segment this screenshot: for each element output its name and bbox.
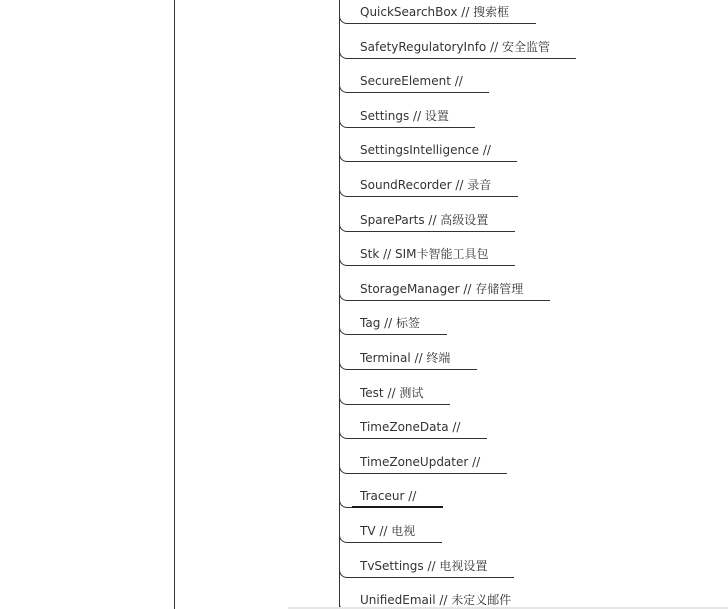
node-underline	[352, 473, 507, 474]
node-underline	[352, 58, 576, 59]
node-label: TimeZoneData //	[360, 420, 461, 435]
node-underline	[352, 161, 517, 162]
parent-connector-line	[174, 0, 175, 609]
node-label: TvSettings // 电视设置	[360, 558, 488, 573]
node-label: SettingsIntelligence //	[360, 143, 491, 158]
node-label: UnifiedEmail // 未定义邮件	[360, 593, 512, 608]
node-connector	[339, 327, 353, 335]
node-underline	[352, 369, 477, 370]
node-underline	[352, 300, 550, 301]
node-connector	[339, 154, 353, 162]
node-underline	[352, 577, 514, 578]
mindmap-node-stk[interactable]	[339, 242, 515, 266]
mindmap-node-timezoneupdater[interactable]	[339, 450, 507, 474]
node-connector	[339, 431, 353, 439]
mindmap-node-settings[interactable]	[339, 104, 475, 128]
mindmap-node-quicksearchbox[interactable]	[339, 0, 536, 24]
node-connector	[339, 16, 353, 24]
node-connector	[339, 51, 353, 59]
node-underline	[352, 404, 450, 405]
node-connector	[339, 189, 353, 197]
node-label: Stk // SIM卡智能工具包	[360, 247, 489, 262]
mindmap-node-timezonedata[interactable]	[339, 415, 487, 439]
node-connector	[339, 224, 353, 232]
node-label: QuickSearchBox // 搜索框	[360, 5, 510, 19]
mindmap-node-tv[interactable]	[339, 519, 442, 543]
node-label: Test // 测试	[360, 385, 424, 400]
node-connector	[339, 466, 353, 474]
mindmap-node-storagemanager[interactable]	[339, 277, 550, 301]
node-underline	[352, 265, 515, 266]
node-connector	[339, 258, 353, 266]
mindmap-node-tvsettings[interactable]	[339, 554, 514, 578]
mindmap-node-terminal[interactable]	[339, 346, 477, 370]
mindmap-node-soundrecorder[interactable]	[339, 173, 518, 197]
node-underline	[352, 23, 536, 24]
node-label: Traceur //	[360, 489, 417, 504]
node-connector	[339, 120, 353, 128]
mindmap-node-unifiedemail[interactable]	[339, 588, 538, 609]
node-underline	[352, 334, 447, 335]
node-label: Terminal // 终端	[360, 351, 451, 365]
mindmap-node-secureelement[interactable]	[339, 69, 489, 93]
mindmap-node-test[interactable]	[339, 381, 450, 405]
mindmap-node-traceur[interactable]	[339, 484, 443, 508]
node-label: SecureElement //	[360, 74, 463, 89]
node-label: SpareParts // 高级设置	[360, 212, 489, 227]
mindmap-node-spareparts[interactable]	[339, 208, 515, 232]
node-label: Settings // 设置	[360, 108, 449, 123]
node-connector	[339, 535, 353, 543]
node-underline	[352, 542, 442, 543]
node-underline	[352, 438, 487, 439]
node-underline	[352, 92, 489, 93]
node-connector	[339, 85, 353, 93]
node-underline	[352, 196, 518, 197]
node-label: TV // 电视	[360, 524, 416, 538]
node-label: StorageManager // 存储管理	[360, 281, 524, 296]
mindmap-node-settingsintelligence[interactable]	[339, 138, 517, 162]
node-underline	[352, 506, 443, 508]
node-connector	[339, 397, 353, 405]
node-label: SoundRecorder // 录音	[360, 178, 492, 192]
node-underline	[352, 127, 475, 128]
node-underline	[352, 231, 515, 232]
node-label: Tag // 标签	[360, 316, 421, 331]
node-label: TimeZoneUpdater //	[360, 454, 481, 469]
mindmap-node-safetyregulatoryinfo[interactable]	[339, 35, 576, 59]
node-connector	[339, 293, 353, 301]
node-label: SafetyRegulatoryInfo // 安全监管	[360, 39, 550, 54]
node-connector	[339, 570, 353, 578]
node-connector	[339, 362, 353, 370]
mindmap-node-tag[interactable]	[339, 311, 447, 335]
node-connector	[339, 500, 353, 508]
